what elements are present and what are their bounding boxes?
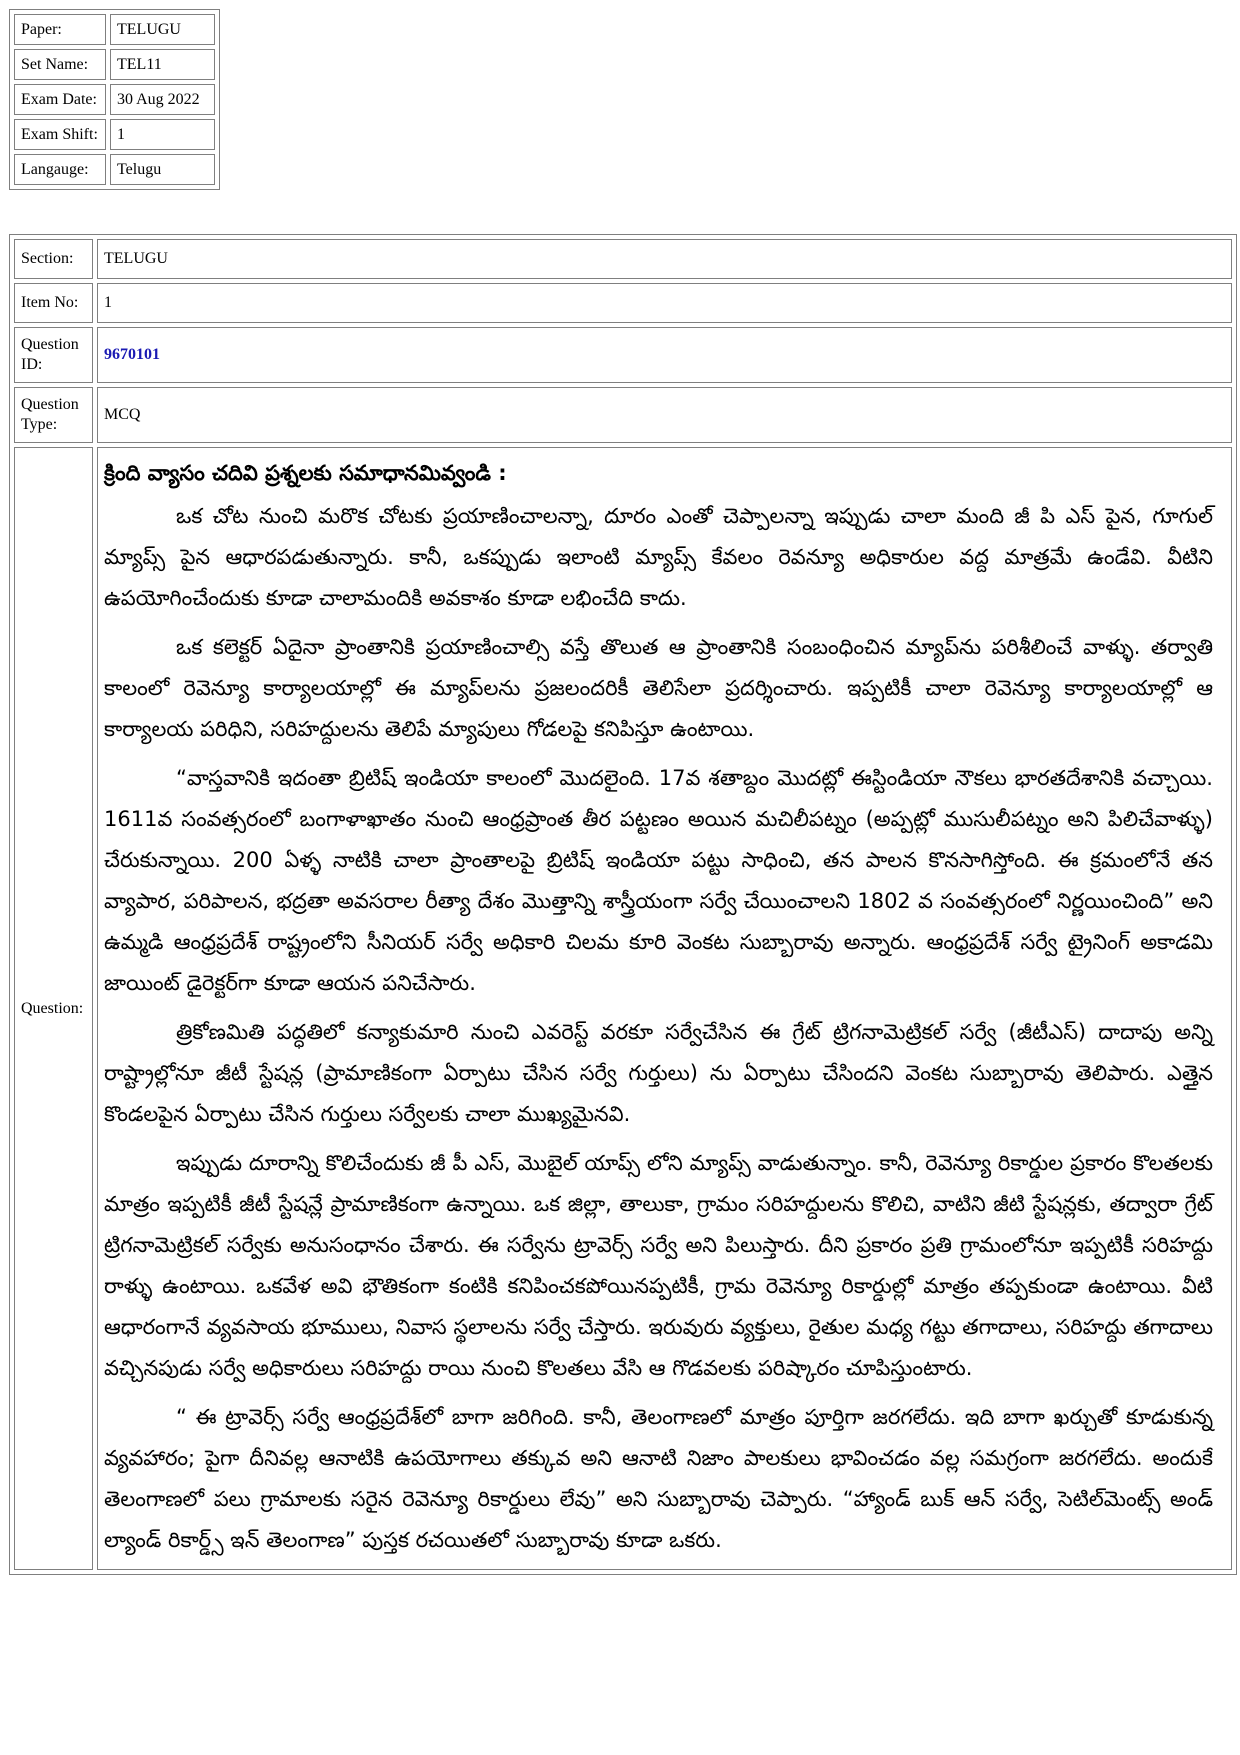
passage-paragraph-6: “ ఈ ట్రావెర్స్ సర్వే ఆంధ్రప్రదేశ్‌లో బాగా జరిగింది. కానీ, తెలంగాణలో మాత్రం పూర్తిగా జరగలేదు. ఇది బాగా ఖర్చుతో కూడుకున్న వ్యవహారం; పైగా దీనివల్ల ఆనాటికి ఉపయోగాలు తక్కువ అని ఆనాటి నిజాం పాలకులు భావించడం వల్ల సమగ్రంగా జరగలేదు. అందుకే తెలంగాణలో పలు గ్రామాలకు సరైన రెవెన్యూ రికార్డులు లేవు” అని సుబ్బారావు చెప్పారు. “హ్యాండ్ బుక్ ఆన్ సర్వే, సెటిల్‌మెంట్స్ అండ్ ల్యాండ్ రికార్డ్స్ ఇన్ తెలంగాణ” పుస్తక రచయితలో సుబ్బారావు కూడా ఒకరు. xyxy=(104,1405,1213,1552)
passage-paragraph-3: “వాస్తవానికి ఇదంతా బ్రిటిష్ ఇండియా కాలంలో మొదలైంది. 17వ శతాబ్దం మొదట్లో ఈస్టిండియా నౌకలు భారతదేశానికి వచ్చాయి. 1611వ సంవత్సరంలో బంగాళాఖాతం నుంచి ఆంధ్రప్రాంత తీర పట్టణం అయిన మచిలీపట్నం (అప్పట్లో ముసులీపట్నం అని పిలిచేవాళ్ళు) చేరుకున్నాయి. 200 ఏళ్ళ నాటికి చాలా ప్రాంతాలపై బ్రిటిష్ ఇండియా పట్టు సాధించి, తన పాలన కొనసాగిస్తోంది. ఈ క్రమంలోనే తన వ్యాపార, పరిపాలన, భద్రతా అవసరాల రీత్యా దేశం మొత్తాన్ని శాస్త్రీయంగా సర్వే చేయించాలని 1802 వ సంవత్సరంలో నిర్ణయించింది” అని ఉమ్మడి ఆంధ్రప్రదేశ్ రాష్ట్రంలోని సీనియర్ సర్వే అధికారి చిలమ కూరి వెంకట సుబ్బారావు అన్నారు. ఆంధ్రప్రదేశ్ సర్వే ట్రైనింగ్ అకాడమి జాయింట్ డైరెక్టర్‌గా కూడా ఆయన పనిచేసారు. xyxy=(104,766,1213,995)
meta-value-set-name: TEL11 xyxy=(110,49,215,80)
question-id-row xyxy=(14,327,1232,383)
item-label: Item No: xyxy=(14,283,93,323)
meta-label-exam-date: Exam Date: xyxy=(14,84,106,115)
meta-row-exam-shift xyxy=(14,119,215,150)
question-id-value: 9670101 xyxy=(97,327,1232,383)
question-heading: క్రింది వ్యాసం చదివి ప్రశ్నలకు సమాధానమివ్వండి : xyxy=(104,461,507,485)
passage-paragraph-2: ఒక కలెక్టర్ ఏదైనా ప్రాంతానికి ప్రయాణించాల్సి వస్తే తొలుత ఆ ప్రాంతానికి సంబంధించిన మ్యాప్‌ను పరిశీలించే వాళ్ళు. తర్వాతి కాలంలో రెవెన్యూ కార్యాలయాల్లో ఈ మ్యాప్‌లను ప్రజలందరికీ తెలిసేలా ప్రదర్శించారు. ఇప్పటికీ చాలా రెవెన్యూ కార్యాలయాల్లో ఆ కార్యాలయ పరిధిని, సరిహద్దులను తెలిపే మ్యాపులు గోడలపై కనిపిస్తూ ఉంటాయి. xyxy=(104,635,1213,741)
question-type-row xyxy=(14,387,1232,443)
meta-value-language: Telugu xyxy=(110,154,215,185)
meta-value-exam-shift: 1 xyxy=(110,119,215,150)
passage-paragraph-1: ఒక చోట నుంచి మరొక చోటకు ప్రయాణించాలన్నా, దూరం ఎంతో చెప్పాలన్నా ఇప్పుడు చాలా మంది జీ పి ఎస్ పైన, గూగుల్ మ్యాప్స్ పైన ఆధారపడుతున్నారు. కానీ, ఒకప్పుడు ఇలాంటి మ్యాప్స్ కేవలం రెవన్యూ అధికారుల వద్ద మాత్రమే ఉండేవి. వీటిని ఉపయోగించేందుకు కూడా చాలామందికి అవకాశం కూడా లభించేది కాదు. xyxy=(104,504,1213,610)
meta-row-exam-date xyxy=(14,84,215,115)
question-type-value: MCQ xyxy=(97,387,1232,443)
section-value: TELUGU xyxy=(97,239,1232,279)
passage-paragraph-4: త్రికోణమితి పద్ధతిలో కన్యాకుమారి నుంచి ఎవరెస్ట్ వరకూ సర్వేచేసిన ఈ గ్రేట్ ట్రిగనామెట్రికల్ సర్వే (జీటీఎస్) దాదాపు అన్ని రాష్ట్రాల్లోనూ జీటీ స్టేషన్ల (ప్రామాణికంగా ఏర్పాటు చేసిన సర్వే గుర్తులు) ను ఏర్పాటు చేసిందని వెంకట సుబ్బారావు తెలిపారు. ఎత్తైన కొండలపైన ఏర్పాటు చేసిన గుర్తులు సర్వేలకు చాలా ముఖ్యమైనవి. xyxy=(104,1020,1213,1126)
question-body-row xyxy=(14,447,1232,1570)
section-label: Section: xyxy=(14,239,93,279)
passage-paragraph-5: ఇప్పుడు దూరాన్ని కొలిచేందుకు జీ పీ ఎస్, మొబైల్ యాప్స్ లోని మ్యాప్స్ వాడుతున్నాం. కానీ, రెవెన్యూ రికార్డుల ప్రకారం కొలతలకు మాత్రం ఇప్పటికీ జీటీ స్టేషన్లే ప్రామాణికంగా ఉన్నాయి. ఒక జిల్లా, తాలుకా, గ్రామం సరిహద్దులను కొలిచి, వాటిని జీటి స్టేషన్లకు, తద్వారా గ్రేట్ ట్రిగనామెట్రికల్ సర్వేకు అనుసంధానం చేశారు. ఈ సర్వేను ట్రావెర్స్ సర్వే అని పిలుస్తారు. దీని ప్రకారం ప్రతి గ్రామంలోనూ ఇప్పటికీ సరిహద్దు రాళ్ళు ఉంటాయి. ఒకవేళ అవి భౌతికంగా కంటికి కనిపించకపోయినప్పటికీ, గ్రామ రెవెన్యూ రికార్డుల్లో మాత్రం తప్పకుండా ఉంటాయి. వీటి ఆధారంగానే వ్యవసాయ భూములు, నివాస స్థలాలను సర్వే చేస్తారు. ఇరువురు వ్యక్తులు, రైతుల మధ్య గట్టు తగాదాలు, సరిహద్దు తగాదాలు వచ్చినపుడు సర్వే అధికారులు సరిహద్దు రాయి నుంచి కొలతలు వేసి ఆ గొడవలకు పరిష్కారం చూపిస్తుంటారు. xyxy=(104,1151,1213,1380)
question-label: Question: xyxy=(14,447,93,1570)
question-type-label: Question Type: xyxy=(14,387,93,443)
meta-row-set-name xyxy=(14,49,215,80)
meta-label-language: Langauge: xyxy=(14,154,106,185)
section-row xyxy=(14,239,1232,279)
item-value: 1 xyxy=(97,283,1232,323)
meta-value-exam-date: 30 Aug 2022 xyxy=(110,84,215,115)
question-table xyxy=(9,234,1237,1575)
meta-value-paper: TELUGU xyxy=(110,14,215,45)
question-body xyxy=(97,447,1232,1570)
question-id-label: Question ID: xyxy=(14,327,93,383)
item-row xyxy=(14,283,1232,323)
meta-row-language xyxy=(14,154,215,185)
meta-label-exam-shift: Exam Shift: xyxy=(14,119,106,150)
exam-meta-table xyxy=(9,9,220,190)
meta-label-paper: Paper: xyxy=(14,14,106,45)
meta-label-set-name: Set Name: xyxy=(14,49,106,80)
meta-row-paper xyxy=(14,14,215,45)
